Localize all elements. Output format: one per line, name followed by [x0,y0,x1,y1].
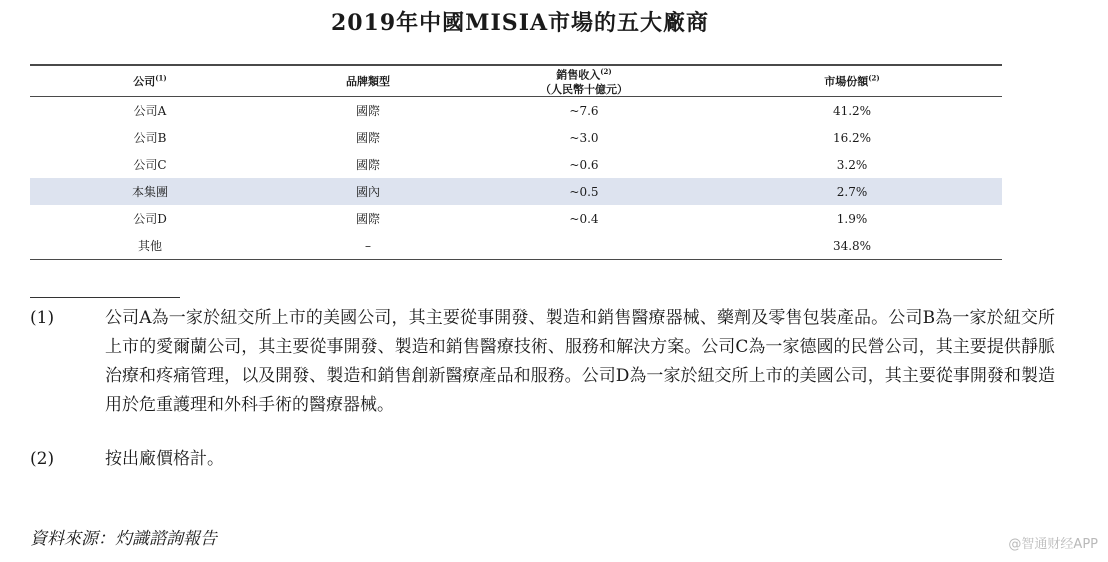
cell-brand: 國際 [355,158,380,172]
header-sales: 銷售收入$^{(2)}$ （人民幣十億元） [466,65,702,97]
cell-company: 其他 [137,239,162,253]
source-note: 資料來源：灼識諮詢報告 [30,529,217,549]
cell-share: 34.8% [832,238,872,253]
cell-company: 公司C [133,158,167,172]
watermark: @智通财经APP [1008,537,1098,552]
cell-company: 公司D [133,212,167,226]
cell-share: 2.7% [836,184,868,199]
table-header-row [30,66,1002,96]
header-sales-unit: （人民幣十億元） [540,82,628,96]
footnote-marker: (1) [30,308,55,328]
footnote-text: 公司A為一家於紐交所上市的美國公司，其主要從事開發、製造和銷售醫療器械、藥劑及零售包裝產品。公司B為一家於紐交所上市的愛爾蘭公司，其主要從事開發、製造和銷售醫療技術、服務和解決方案。公司C為一家德國的民營公司，其主要提供靜脈治療和疼痛管理，以及開發、製造和銷售創新醫療產品和服務。公司D為一家於紐交所上市的美國公司，其主要從事開發和製造用於危重護理和外科手術的醫療器械。 [105,308,1055,415]
cell-sales: ~3.0 [569,130,599,145]
cell-share: 1.9% [836,211,868,226]
cell-company: 公司A [133,104,167,118]
header-brand-type: 品牌類型 [346,75,390,88]
cell-share: 16.2% [832,130,872,145]
cell-sales: ~7.6 [569,103,599,118]
header-market-share: 市場份額$^{(2)}$ [824,73,880,88]
table-bottom-rule [30,259,1002,260]
table-row [30,151,1002,178]
cell-brand: 國際 [355,212,380,226]
table-row [30,232,1002,259]
table-row [30,97,1002,124]
cell-sales: ~0.4 [569,211,599,226]
market-share-table [30,64,1002,260]
cell-company: 公司B [133,131,167,145]
footnote-divider [30,297,180,298]
header-company: 公司$^{(1)}$ [133,73,167,88]
cell-brand: 國際 [355,104,380,118]
cell-sales: ~0.6 [569,157,599,172]
cell-brand: – [365,238,371,253]
footnote-text: 按出廠價格計。 [105,449,224,469]
footnote-1 [30,304,1090,420]
table-row [30,124,1002,151]
cell-sales: ~0.5 [569,184,599,199]
footnote-2 [30,445,1090,474]
table-row [30,205,1002,232]
cell-brand: 國內 [355,185,380,199]
page-title: 2019年中國MISIA市場的五大廠商 [330,10,710,36]
cell-brand: 國際 [355,131,380,145]
cell-share: 3.2% [836,157,868,172]
footnote-marker: (2) [30,449,55,469]
cell-share: 41.2% [832,103,872,118]
table-row-highlighted [30,178,1002,205]
cell-company: 本集團 [131,185,168,199]
footnotes [30,304,1090,474]
